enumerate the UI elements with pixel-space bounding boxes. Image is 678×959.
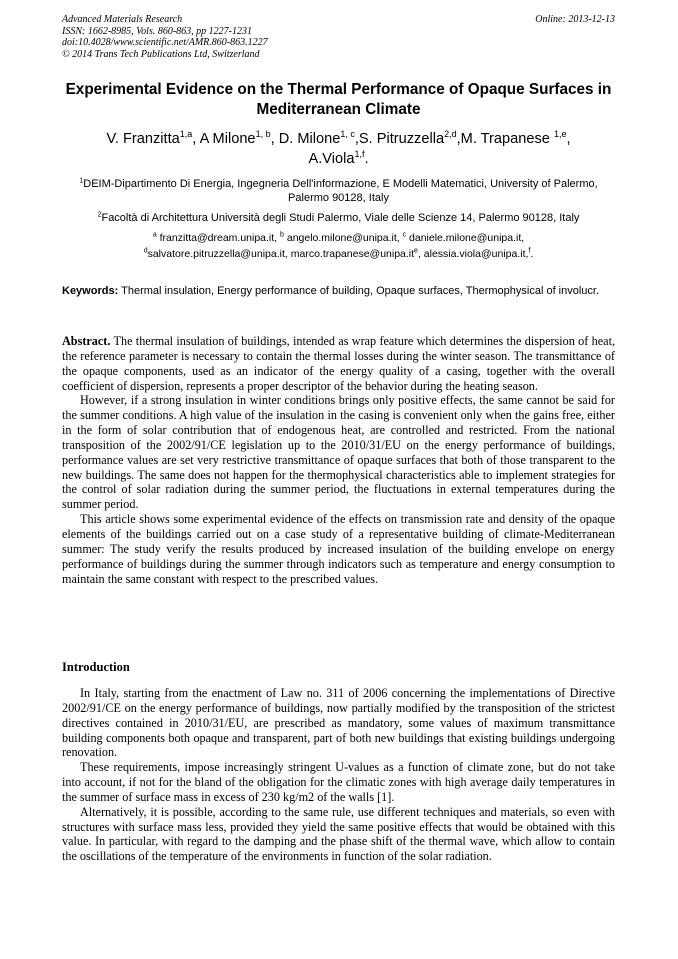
email-mark: c <box>402 231 407 239</box>
email-mark: a <box>152 231 157 239</box>
affiliation-2 <box>62 211 615 225</box>
issn-line: ISSN: 1662-8985, Vols. 860-863, pp 1227-1231 <box>62 25 252 37</box>
email-address[interactable]: salvatore.pitruzzella@unipa.it, marco.trapanese@unipa.it <box>147 248 415 260</box>
keywords-label: Keywords: <box>62 285 119 297</box>
author-name: A Milone <box>199 131 256 147</box>
affiliation-text: DEIM-Dipartimento Di Energia, Ingegneria Dell'informazione, E Modelli Matematici, University of Palermo, Palermo 90128, Italy <box>83 178 598 204</box>
journal-header <box>62 14 615 60</box>
paper-title: Experimental Evidence on the Thermal Performance of Opaque Surfaces in Mediterranean Climate <box>65 81 612 118</box>
body-paragraph: Alternatively, it is possible, according to the same rule, use different techniques and materials, so even with structures with surface mass less, provided they yield the same positive effects that would be obtained with this value. In particular, with regard to the damping and the phase shift of the thermal wave, which allow to contain the oscillations of the temperature of the environments in function of the solar radiation. <box>62 804 615 864</box>
affiliation-mark: 1 <box>79 177 84 185</box>
journal-name: Advanced Materials Research <box>62 14 183 25</box>
keywords-text: Thermal insulation, Energy performance of building, Opaque surfaces, Thermophysical of involucr. <box>121 285 600 297</box>
abstract-label: Abstract. <box>62 334 111 348</box>
email-list: $^a$ franzitta@dream.unipa.it, $^b$ angelo.milone@unipa.it, $^c$ daniele.milone@unipa.it, $^d$salvatore.pitruzzella@unipa.it, $marco.trapanese@unipa.it^e$, alessia.viola@unipa.it,$^f$. <box>143 231 534 260</box>
author-name: M. Trapanese <box>460 131 554 147</box>
author-name: V. Franzitta <box>106 131 180 147</box>
email-mark: b <box>280 231 284 239</box>
online-date: Online: 2013-12-13 <box>535 14 615 25</box>
abstract-paragraph: However, if a strong insulation in winter conditions brings only positive effects, the same cannot be said for the summer conditions. A high value of the insulation in the casing is convenient only when the gains free, either in the form of solar contribution that of endogenous heat, are controlled and restricted. From the national transposition of the 2002/91/CE legislation up to the 2010/31/EU on the energy performance of buildings, performance values are set very restrictive transmittance of opaque surfaces that both of those transparent to the new buildings. The same does not happen for the thermophysical characteristics able to implement strategies for the control of solar radiation during the summer period, the fluctuations in external temperatures during the summer period. <box>62 393 615 512</box>
email-mark: d <box>143 247 148 255</box>
author-name: A.Viola <box>308 151 355 167</box>
body-paragraph: These requirements, impose increasingly stringent U-values as a function of climate zone, but do not take into account, if not for the bland of the obligation for the climatic zones with high average daily temperatures in the summer of surface mass in excess of 230 kg/m2 of the walls [1]. <box>62 760 615 804</box>
author-name: S. Pitruzzella <box>358 131 445 147</box>
affiliation-text: Facoltà di Architettura Università degli Studi Palermo, Viale delle Scienze 14, Palermo 90128, Italy <box>101 212 580 224</box>
author-affiliation-mark: 1,e <box>553 129 567 140</box>
section-heading-introduction: Introduction <box>62 660 130 674</box>
keywords <box>62 284 615 298</box>
author-affiliation-mark: 1, b <box>255 129 271 140</box>
introduction-section <box>62 686 615 864</box>
author-list: V. Franzitta$^{1,a}$, A Milone$^{1, b}$, D. Milone$^{1, c}$,S. Pitruzzella$^{2,d}$,M. Trapanese $^{1,e}$, A.Viola$^{1,f}$. <box>106 129 571 167</box>
abstract-paragraph: This article shows some experimental evidence of the effects on transmission rate and density of the opaque elements of the buildings carried out on a case study of a representative building of climate-Mediterranean summer: The study verify the results produced by increased insulation of the building envelope on energy performance of buildings during the summer through indicators such as temperature and energy consumption to maintain the same constant with respect to the prescribed values. <box>62 512 615 586</box>
doi-line: doi:10.4028/www.scientific.net/AMR.860-863.1227 <box>62 37 268 48</box>
body-paragraph: In Italy, starting from the enactment of Law no. 311 of 2006 concerning the implementations of Directive 2002/91/CE on the energy performance of buildings, now partially modified by the transposition of the strictest directives contained in 2010/31/EU, are prescribed as mandatory, some values of maximum transmittance building components both opaque and transparent, part of both new buildings that existing buildings undergoing renovation. <box>62 686 615 760</box>
author-affiliation-mark: 2,d <box>444 129 457 140</box>
email-address[interactable]: franzitta@dream.unipa.it, <box>159 232 281 244</box>
email-mark: e <box>414 247 418 255</box>
abstract-section <box>62 334 615 586</box>
email-address[interactable]: daniele.milone@unipa.it, <box>409 232 525 244</box>
author-affiliation-mark: 1,a <box>179 129 193 140</box>
email-address[interactable]: , alessia.viola@unipa.it, <box>417 248 529 260</box>
copyright-line: © 2014 Trans Tech Publications Ltd, Switzerland <box>62 48 260 60</box>
affiliation-mark: 2 <box>97 211 102 219</box>
email-mark: f <box>528 247 531 255</box>
abstract-paragraph: Abstract. The thermal insulation of buildings, intended as wrap feature which determines the dispersion of heat, the reference parameter is necessary to contain the thermal losses during the winter season. The transmittance of the opaque components, used as an indicator of the energy quality of a casing, together with the overall coefficient of dispersion, represents a proper descriptor of the behavior during the heating season. <box>62 334 616 393</box>
author-affiliation-mark: 1, c <box>340 129 355 140</box>
email-address[interactable]: angelo.milone@unipa.it, <box>286 232 403 244</box>
author-affiliation-mark: 1,f <box>354 149 365 160</box>
author-name: D. Milone <box>278 131 341 147</box>
affiliation-1 <box>62 177 615 205</box>
